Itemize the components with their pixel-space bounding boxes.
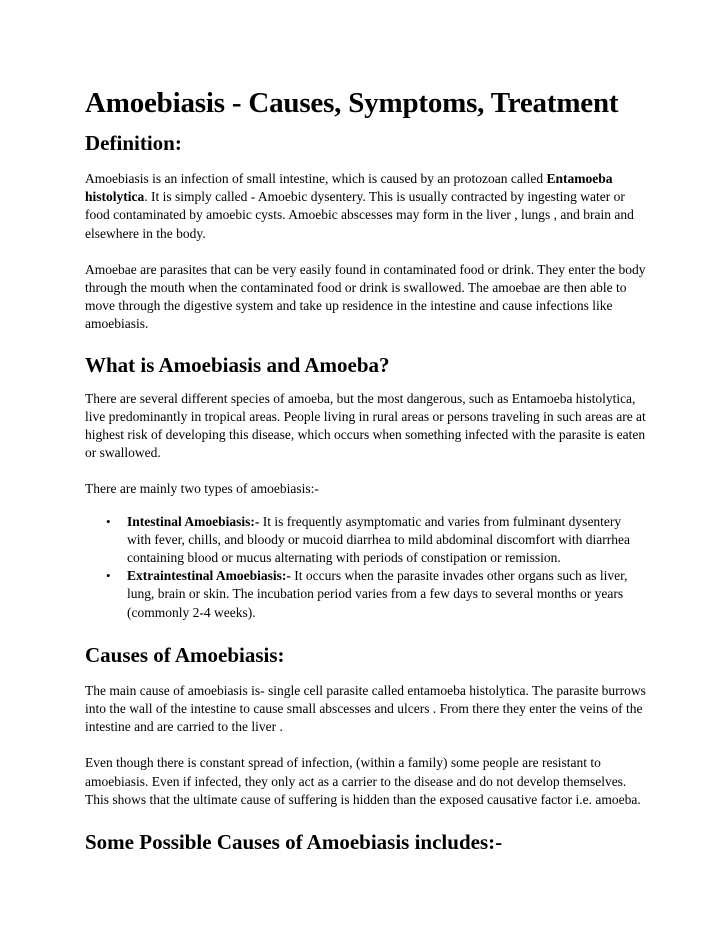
bullet-icon: • [106,513,111,529]
definition-heading: Definition: [85,131,182,155]
bullet-icon: • [106,568,111,584]
causes-paragraph-2: Even though there is constant spread of infection, (within a family) some people are resistant to amoebiasis. Even if infected, they only act as a carrier to the disease and do not develop themselves. This shows that the ultimate cause of suffering is hidden than the exposed causative factor i.e. amoeba. [85,755,641,807]
definition-paragraph-2: Amoebae are parasites that can be very easily found in contaminated food or drink. They enter the body through the mouth when the contaminated food or drink is swallowed. The amoebae are then able to move through the digestive system and take up residence in the intestine and cause infections like amoebiasis. [85,261,646,332]
list-item-text: It is frequently asymptomatic and varies from fulminant dysentery with fever, chills, and bloody or mucoid diarrhea to mild abdominal discomfort with diarrhea containing blood or mucus alternating with periods of constipation or remission. [127,513,630,566]
causes-heading: Causes of Amoebiasis: [85,642,285,667]
causes-paragraph-1: The main cause of amoebiasis is- single cell parasite called entamoeba histolytica. The parasite burrows into the wall of the intestine to cause small abscesses and ulcers . From there they enter the veins of the intestine and are carried to the liver . [85,682,646,735]
possible-causes-heading: Some Possible Causes of Amoebiasis includes:- [85,830,503,855]
list-item-term: Intestinal Amoebiasis:- [127,513,260,529]
definition-p1-before: Amoebiasis is an infection of small intestine, which is caused by an protozoan called [85,171,547,186]
document-title: Amoebiasis - Causes, Symptoms, Treatment [85,87,619,119]
amoebiasis-types-list [85,513,647,622]
definition-paragraph-1 [85,170,647,243]
list-item-text: It occurs when the parasite invades other organs such as liver, lung, brain or skin. The incubation period varies from a few days to several months or years (commonly 2-4 weeks). [127,568,628,620]
what-heading: What is Amoebiasis and Amoeba? [85,352,390,377]
what-paragraph-2: There are mainly two types of amoebiasis:- [85,481,319,497]
list-item [85,513,647,568]
list-item [85,567,647,622]
list-item-term: Extraintestinal Amoebiasis:- [127,568,291,584]
definition-term: Entamoeba histolytica [85,171,613,205]
definition-p1-after: . It is simply called - Amoebic dysentery. This is usually contracted by ingesting water or food contaminated by amoebic cysts. Amoebic abscesses may form in the liver , lungs , and brain and elsewhere in the body. [85,189,634,241]
what-paragraph-1: There are several different species of amoeba, but the most dangerous, such as Entamoeba histolytica, live predominantly in tropical areas. People living in rural areas or persons traveling in such areas are at highest risk of developing this disease, which occurs when something infected with the parasite is eaten or swallowed. [85,390,646,461]
document-page [85,86,647,855]
